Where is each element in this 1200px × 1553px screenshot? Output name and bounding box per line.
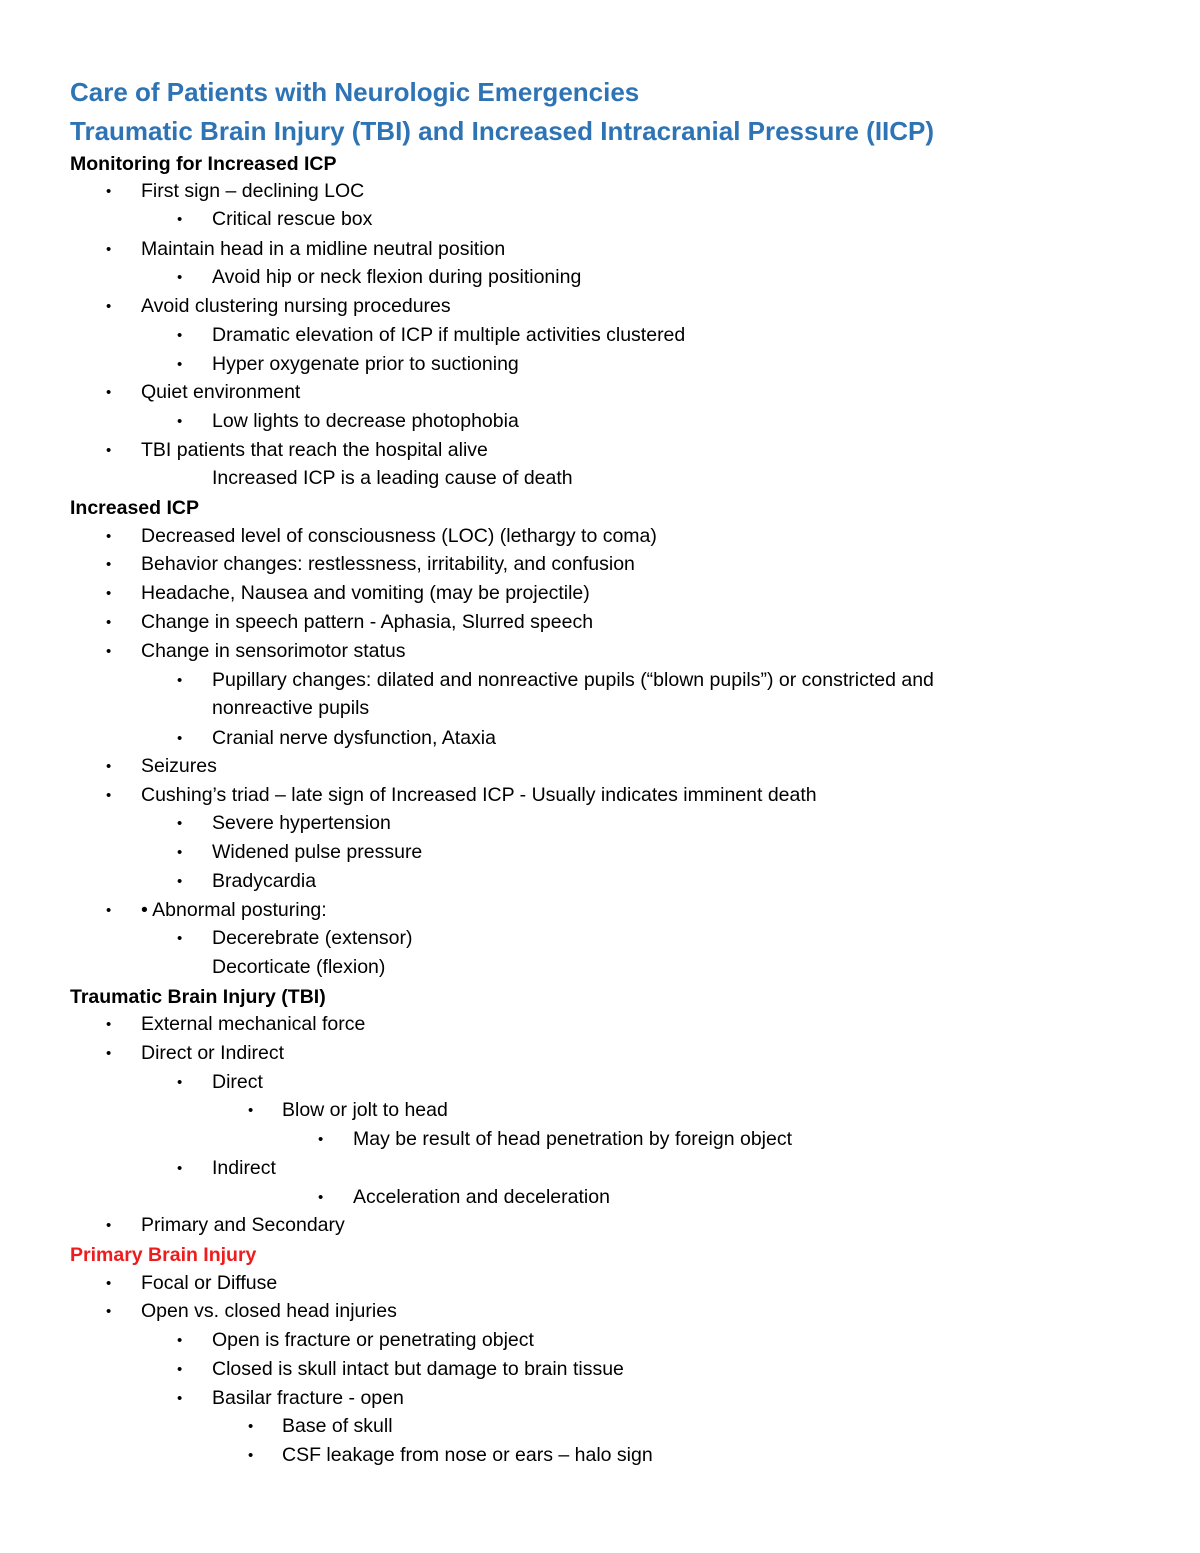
- list-item: Pupillary changes: dilated and nonreactive pupils (“blown pupils”) or constricted and: [212, 669, 934, 691]
- bullet-icon: •: [177, 1074, 183, 1091]
- bullet-icon: •: [106, 902, 112, 919]
- list-item: Increased ICP is a leading cause of death: [212, 467, 573, 489]
- list-item: Basilar fracture - open: [212, 1387, 404, 1409]
- list-item: Decerebrate (extensor): [212, 927, 413, 949]
- bullet-icon: •: [177, 1332, 183, 1349]
- section-heading: Traumatic Brain Injury (TBI): [70, 986, 326, 1008]
- list-item: Open vs. closed head injuries: [141, 1300, 397, 1322]
- bullet-icon: •: [248, 1102, 254, 1119]
- list-item: Open is fracture or penetrating object: [212, 1329, 534, 1351]
- list-item: Cushing’s triad – late sign of Increased ICP - Usually indicates imminent death: [141, 784, 817, 806]
- bullet-icon: •: [106, 1016, 112, 1033]
- bullet-icon: •: [177, 672, 183, 689]
- list-item: Indirect: [212, 1157, 276, 1179]
- list-item: Maintain head in a midline neutral position: [141, 238, 506, 260]
- bullet-icon: •: [177, 413, 183, 430]
- list-item: Acceleration and deceleration: [353, 1186, 610, 1208]
- list-item: Change in sensorimotor status: [141, 640, 406, 662]
- list-item: Focal or Diffuse: [141, 1272, 278, 1294]
- bullet-icon: •: [177, 1361, 183, 1378]
- list-item: Avoid hip or neck flexion during positioning: [212, 266, 582, 288]
- list-item: • Abnormal posturing:: [141, 899, 327, 921]
- bullet-icon: •: [177, 1390, 183, 1407]
- bullet-icon: •: [106, 614, 112, 631]
- bullet-icon: •: [177, 873, 183, 890]
- bullet-icon: •: [177, 844, 183, 861]
- list-item: Base of skull: [282, 1415, 393, 1437]
- bullet-icon: •: [106, 442, 112, 459]
- document-title: Care of Patients with Neurologic Emergencies: [70, 77, 640, 107]
- list-item: External mechanical force: [141, 1013, 366, 1035]
- list-item: Low lights to decrease photophobia: [212, 410, 519, 432]
- list-item: Behavior changes: restlessness, irritability, and confusion: [141, 553, 635, 575]
- bullet-icon: •: [177, 327, 183, 344]
- list-item: Widened pulse pressure: [212, 841, 423, 863]
- bullet-icon: •: [177, 930, 183, 947]
- list-item: Critical rescue box: [212, 208, 373, 230]
- bullet-icon: •: [177, 211, 183, 228]
- list-item: Decorticate (flexion): [212, 956, 386, 978]
- list-item: Dramatic elevation of ICP if multiple activities clustered: [212, 324, 686, 346]
- bullet-icon: •: [106, 585, 112, 602]
- list-item: Bradycardia: [212, 870, 317, 892]
- bullet-icon: •: [318, 1131, 324, 1148]
- list-item: Hyper oxygenate prior to suctioning: [212, 353, 519, 375]
- list-item: TBI patients that reach the hospital alive: [141, 439, 488, 461]
- list-item: Quiet environment: [141, 381, 301, 403]
- list-item: CSF leakage from nose or ears – halo sign: [282, 1444, 653, 1466]
- list-item: Decreased level of consciousness (LOC) (lethargy to coma): [141, 525, 657, 547]
- bullet-icon: •: [177, 356, 183, 373]
- bullet-icon: •: [177, 815, 183, 832]
- list-item: Avoid clustering nursing procedures: [141, 295, 451, 317]
- bullet-icon: •: [177, 1160, 183, 1177]
- bullet-icon: •: [248, 1418, 254, 1435]
- bullet-icon: •: [106, 298, 112, 315]
- bullet-icon: •: [106, 758, 112, 775]
- list-item: nonreactive pupils: [212, 697, 370, 719]
- list-item: May be result of head penetration by foreign object: [353, 1128, 793, 1150]
- document-subtitle: Traumatic Brain Injury (TBI) and Increased Intracranial Pressure (IICP): [70, 116, 935, 146]
- list-item: Blow or jolt to head: [282, 1099, 448, 1121]
- list-item: First sign – declining LOC: [141, 180, 365, 202]
- bullet-icon: •: [248, 1447, 254, 1464]
- bullet-icon: •: [106, 384, 112, 401]
- bullet-icon: •: [106, 1303, 112, 1320]
- list-item: Change in speech pattern - Aphasia, Slurred speech: [141, 611, 594, 633]
- section-heading: Monitoring for Increased ICP: [70, 153, 337, 175]
- bullet-icon: •: [106, 528, 112, 545]
- section-heading: Increased ICP: [70, 497, 199, 519]
- bullet-icon: •: [177, 730, 183, 747]
- bullet-icon: •: [318, 1189, 324, 1206]
- bullet-icon: •: [106, 1045, 112, 1062]
- list-item: Severe hypertension: [212, 812, 391, 834]
- list-item: Headache, Nausea and vomiting (may be projectile): [141, 582, 590, 604]
- bullet-icon: •: [106, 183, 112, 200]
- section-heading: Primary Brain Injury: [70, 1244, 257, 1266]
- list-item: Seizures: [141, 755, 217, 777]
- list-item: Direct: [212, 1071, 263, 1093]
- bullet-icon: •: [177, 269, 183, 286]
- bullet-icon: •: [106, 241, 112, 258]
- list-item: Direct or Indirect: [141, 1042, 285, 1064]
- list-item: Cranial nerve dysfunction, Ataxia: [212, 727, 496, 749]
- bullet-icon: •: [106, 787, 112, 804]
- bullet-icon: •: [106, 1217, 112, 1234]
- list-item: Closed is skull intact but damage to brain tissue: [212, 1358, 624, 1380]
- list-item: Primary and Secondary: [141, 1214, 345, 1236]
- bullet-icon: •: [106, 643, 112, 660]
- bullet-icon: •: [106, 1275, 112, 1292]
- bullet-icon: •: [106, 556, 112, 573]
